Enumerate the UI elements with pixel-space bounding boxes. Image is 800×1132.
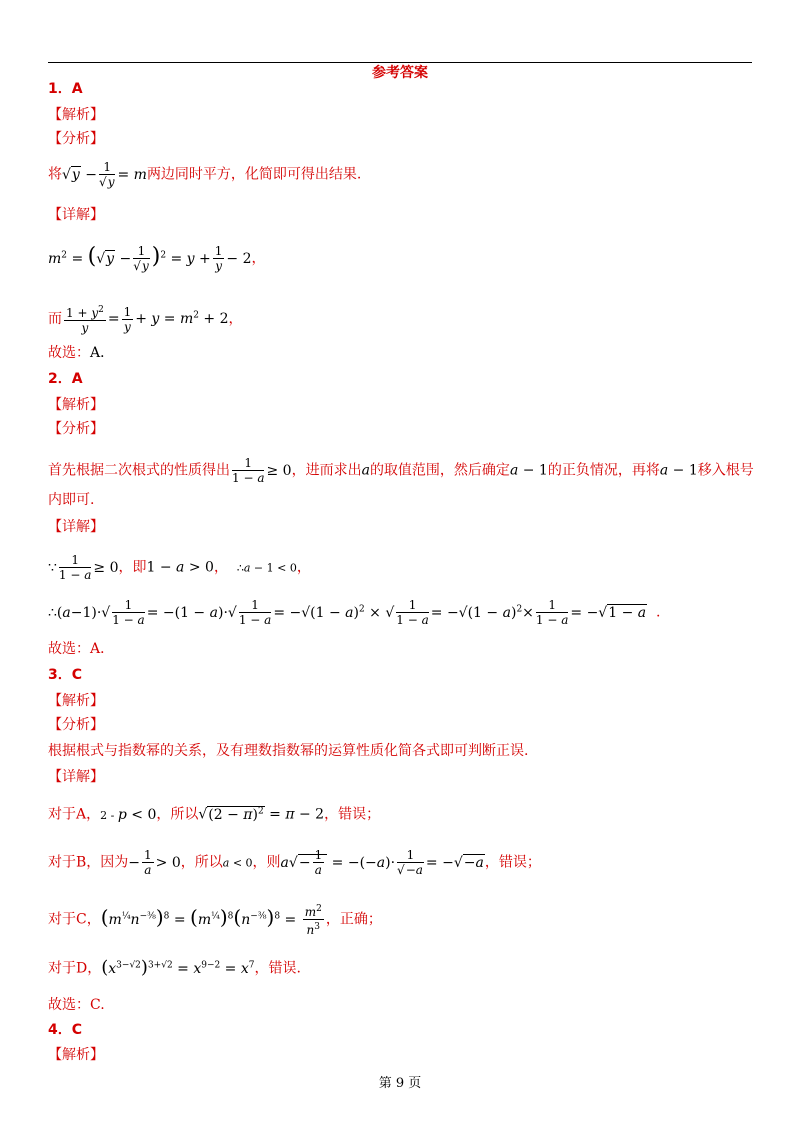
q2-d1-formula: ∵ $\frac{1}{1 - a}$ ≥ 0 [48,553,119,582]
q2-expr1: a − 1 [509,462,548,479]
q3-a-post: ，错误； [324,806,381,823]
q3-fenxi: 【分析】 [48,717,104,733]
q2-var-a: a [361,462,370,479]
q2-analysis-line1 [48,456,754,485]
q2-xiangjie: 【详解】 [48,519,104,535]
q2-number: 2．A [48,371,83,387]
q2-detail2: ∴(a−1)·√ $\frac{1}{1 - a}$ = −(1 − a)·√ $\frac{1}{1 - a}$ = $-√(1 - a)^2$ × √ $\frac{1}{1 - a}$ = $-√(1 - a)^2\times$ $\frac{1}{1 - a}$ = −√1 − a . [48,598,661,627]
q3-option-d [48,956,301,978]
q4-number: 4．C [48,1022,83,1038]
q3-a-mid: ，所以 [156,806,199,823]
q1-analysis-pre: 将 [48,166,62,183]
q2-d2-formula: ∴(a−1)·√ $\frac{1}{1 - a}$ = −(1 − a)·√ $\frac{1}{1 - a}$ = $-√(1 - a)^2$ × √ $\frac{1}{1 - a}$ = $-√(1 - a)^2\times$ $\frac{1}{1 - a}$ = −√1 − a [48,598,647,627]
q1-conclusion-label: 故选： [48,345,90,361]
q2-conclusion: 故选：A． [48,641,115,657]
q1-step1: $m^2 = (√y$ − $\frac{1}{√y}$ )$^2$ = y + $\frac{1}{y}$ − 2， [48,243,266,273]
q3-b-post: ，错误； [484,854,541,871]
q2-a4: 的正负情况，再将 [547,462,660,479]
q3-xiangjie: 【详解】 [48,769,104,785]
q2-analysis-line2: 内即可. [48,492,95,508]
q1-fenxi: 【分析】 [48,131,104,147]
q3-c-formula: $(m^{\frac{1}{4}}n^{-\frac{3}{8}})^8 = (m^{\frac{1}{4}})^8(n^{-\frac{3}{8}})^8$ = $\frac{m^2}{n^3}$ [100,904,322,937]
q1-number: 1．A [48,81,83,97]
q3-jiexi: 【解析】 [48,693,104,709]
q3-analysis: 根据根式与指数幂的关系，及有理数指数幂的运算性质化简各式即可判断正误. [48,743,529,759]
q1-analysis [48,160,361,189]
q1-step2-formula: $\frac{1 + y^2}{y}$ = $\frac{1}{y}$ + $y = m^2 + 2$ [66,304,229,335]
q3-b-pre: 对于B，因为 [48,854,129,871]
q1-conclusion [48,344,114,362]
q1-step1-formula: $m^2 = (√y$ − $\frac{1}{√y}$ )$^2$ = y + $\frac{1}{y}$ − 2 [48,243,252,273]
q3-number: 3．C [48,667,83,683]
q2-d1-formula2: 1 − a > 0 [146,559,214,576]
q4-jiexi: 【解析】 [48,1047,104,1063]
q3-a-pre: 对于A， [48,806,101,823]
q3-option-c [48,902,382,937]
q2-jiexi: 【解析】 [48,397,104,413]
page-number: 第 9 页 [378,1076,422,1091]
q2-expr2: a − 1 [659,462,698,479]
q3-option-a [48,802,380,825]
q3-option-b [48,848,541,877]
q2-fenxi: 【分析】 [48,421,104,437]
q3-b-mid: ，所以 [180,854,223,871]
q2-detail1: ∵ $\frac{1}{1 - a}$ ≥ 0，即1 − a > 0， ∴a − 1 < 0， [48,553,311,582]
q1-xiangjie: 【详解】 [48,207,104,223]
q2-cond-formula: $\frac{1}{1 - a}$ ≥ 0 [232,456,292,485]
q1-formula: √y − $\frac{1}{√y}$ = m [62,160,147,189]
q1-analysis-post: 两边同时平方，化简即可得出结果. [146,166,362,183]
q2-a3: 的取值范围，然后确定 [369,462,510,479]
q3-d-formula: $(x^{3-√2})^{3+√2} = x^{9-2} = x^7$ [101,956,255,978]
q1-answer: A． [90,345,115,361]
q1-step2: 而 $\frac{1 + y^2}{y}$ = $\frac{1}{y}$ + $y = m^2 + 2$， [48,304,243,335]
q3-b-formula: a√− $\frac{1}{a}$ = −(−a)· $\frac{1}{√-a}$ = −√−a [280,848,484,877]
q3-d-post: ，错误. [254,960,301,977]
q3-a-cond: 2 - p < 0 [100,806,157,823]
q1-jiexi: 【解析】 [48,107,104,123]
q3-b-mid2: ，则 [252,854,281,871]
q3-a-formula: $√(2 - \pi)^2 = \pi - 2$ [198,806,325,823]
q2-a5: 移入根号 [697,462,754,479]
q3-b-cond2: a < 0 [222,856,253,870]
q2-a1: 首先根据二次根式的性质得出 [48,462,230,479]
q2-d1: ，即 [118,559,147,576]
q2-d1-formula3: ∴a − 1 < 0 [236,561,297,575]
q3-c-pre: 对于C， [48,911,101,928]
q3-conclusion: 故选：C. [48,997,105,1013]
q3-d-pre: 对于D， [48,960,102,977]
page-title: 参考答案 [372,65,428,81]
q3-b-cond: − $\frac{1}{a}$ > 0 [128,848,181,877]
q1-step2-pre: 而 [48,311,62,327]
q2-a2: ，进而求出 [291,462,362,479]
q3-c-post: ，正确； [325,911,382,928]
